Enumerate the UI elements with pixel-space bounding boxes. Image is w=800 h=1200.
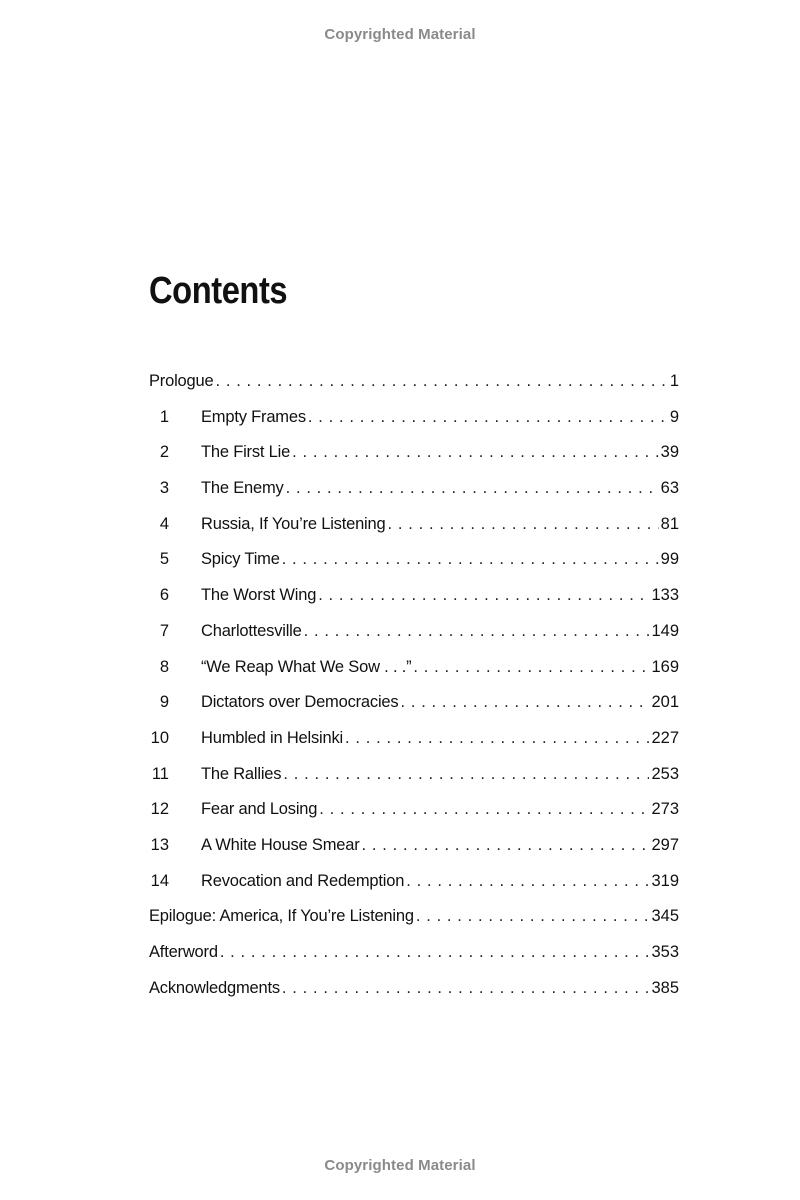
toc-entry-chapter-3[interactable] [149,471,679,507]
chapter-number: 4 [159,514,169,533]
toc-entry-page: 253 [651,764,679,783]
toc-entry-page: 345 [651,907,679,926]
toc-entry-chapter-10[interactable] [149,721,679,757]
toc-entry-chapter-6[interactable] [149,578,679,614]
dot-leader [416,899,650,935]
chapter-number: 2 [159,443,169,462]
toc-entry-chapter-11[interactable] [149,757,679,793]
toc-entry-title: Charlottesville [201,621,302,640]
chapter-number: 1 [159,407,169,426]
toc-entry-title: The Rallies [201,764,282,783]
toc-entry-chapter-4[interactable] [149,507,679,543]
chapter-number: 10 [150,728,169,747]
dot-leader [362,828,650,864]
toc-entry-acknowledgments[interactable] [149,971,679,1007]
dot-leader [220,935,650,971]
toc-entry-chapter-1[interactable] [149,400,679,436]
chapter-number: 14 [150,871,169,890]
toc-entry-chapter-13[interactable] [149,828,679,864]
toc-entry-page: 63 [660,479,679,498]
dot-leader [283,757,649,793]
toc-entry-page: 149 [651,621,679,640]
chapter-number: 9 [159,693,169,712]
toc-entry-title: Fear and Losing [201,800,318,819]
toc-entry-page: 9 [669,407,679,426]
toc-entry-page: 81 [660,514,679,533]
toc-entry-title: Revocation and Redemption [201,871,405,890]
copyright-watermark-bottom: Copyrighted Material [324,1157,476,1174]
page-title: Contents [149,270,288,312]
dot-leader [318,578,649,614]
toc-entry-title: The Enemy [201,479,284,498]
dot-leader [387,507,658,543]
toc-entry-title: The Worst Wing [201,586,317,605]
toc-entry-prologue[interactable] [149,364,679,400]
toc-entry-epilogue[interactable] [149,899,679,935]
toc-entry-title: Russia, If You’re Listening [201,514,386,533]
dot-leader [304,614,650,650]
chapter-number: 11 [151,764,169,783]
toc-entry-page: 227 [651,728,679,747]
toc-entry-afterword[interactable] [149,935,679,971]
dot-leader [215,364,667,400]
chapter-number: 7 [159,621,169,640]
toc-entry-chapter-14[interactable] [149,864,679,900]
table-of-contents [149,364,679,1006]
toc-entry-title: The First Lie [201,443,291,462]
toc-entry-chapter-12[interactable] [149,792,679,828]
toc-entry-chapter-7[interactable] [149,614,679,650]
toc-entry-title: Prologue [149,372,214,390]
chapter-number: 13 [150,835,169,854]
toc-entry-title: Epilogue: America, If You’re Listening [149,907,414,926]
toc-entry-page: 1 [669,372,679,390]
toc-entry-page: 385 [651,978,679,997]
toc-entry-page: 273 [651,800,679,819]
toc-entry-title: Empty Frames [201,407,306,426]
toc-entry-page: 39 [660,443,679,462]
toc-entry-page: 133 [651,586,679,605]
toc-entry-title: Afterword [149,943,218,961]
dot-leader [413,650,649,686]
toc-entry-chapter-2[interactable] [149,435,679,471]
dot-leader [406,864,649,900]
dot-leader [308,400,668,436]
chapter-number: 8 [159,657,169,676]
toc-entry-page: 353 [651,943,679,961]
toc-entry-page: 297 [651,835,679,854]
dot-leader [345,721,649,757]
chapter-number: 5 [159,550,169,569]
dot-leader [319,792,649,828]
toc-entry-title: A White House Smear [201,835,360,854]
copyright-watermark-top: Copyrighted Material [324,26,476,43]
toc-entry-chapter-9[interactable] [149,685,679,721]
toc-entry-page: 169 [651,657,679,676]
dot-leader [292,435,659,471]
toc-entry-title: Humbled in Helsinki [201,728,344,747]
toc-entry-page: 319 [651,871,679,890]
chapter-number: 6 [159,586,169,605]
toc-entry-page: 99 [660,550,679,569]
toc-entry-title: Spicy Time [201,550,280,569]
toc-entry-page: 201 [651,693,679,712]
dot-leader [282,542,659,578]
chapter-number: 12 [150,800,169,819]
dot-leader [282,971,650,1007]
toc-entry-chapter-8[interactable] [149,650,679,686]
toc-entry-title: Dictators over Democracies [201,693,399,712]
chapter-number: 3 [159,479,169,498]
dot-leader [400,685,649,721]
toc-entry-title: “We Reap What We Sow . . .” [201,657,412,676]
dot-leader [286,471,659,507]
toc-entry-chapter-5[interactable] [149,542,679,578]
toc-entry-title: Acknowledgments [149,978,280,997]
